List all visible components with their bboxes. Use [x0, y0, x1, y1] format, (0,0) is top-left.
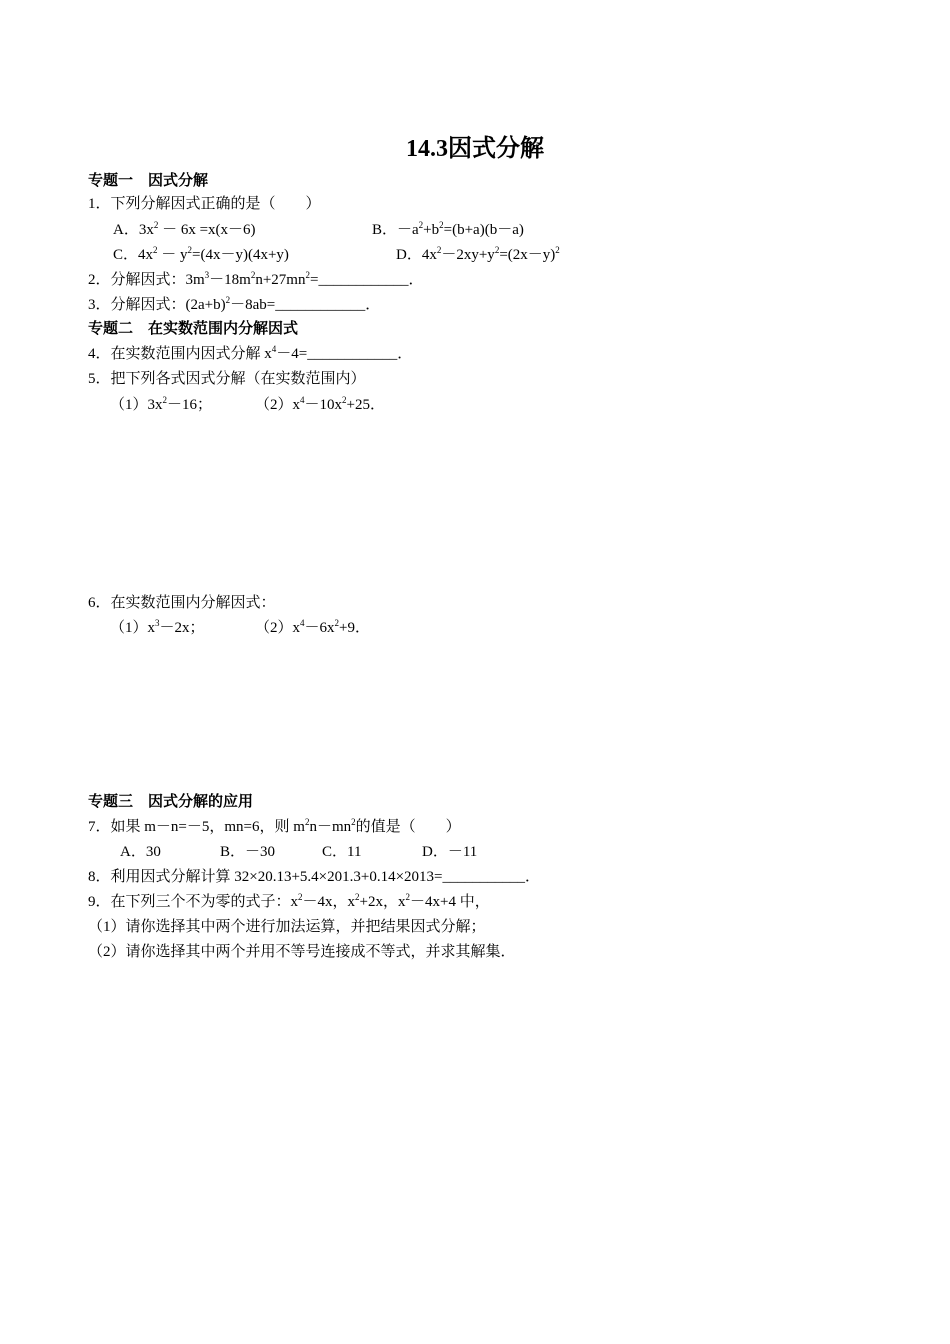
q8: 8．利用因式分解计算 32×20.13+5.4×201.3+0.14×2013=___________． — [88, 869, 541, 885]
q9-sub2: （2）请你选择其中两个并用不等号连接成不等式，并求其解集． — [88, 944, 516, 960]
topic2-heading: 专题二 在实数范围内分解因式 — [88, 321, 299, 337]
q1-option-c: C．$4x^2 - y^2=(4x-y)(4x+y)$ — [113, 245, 289, 263]
q6-part2: $(2)x^4-6x^2+9$． — [255, 618, 370, 636]
q7-option-d: D．－11 — [422, 844, 478, 860]
q6-part1: $(1)x^3-2x$； — [110, 618, 205, 636]
q5-part2: $(2)x^4-10x^2+25$． — [255, 395, 385, 413]
q9-stem: 9．在下列三个不为零的式子：$x^2-4x$，$x^2+2x$，$x^2-4x+4$ 中， — [88, 892, 490, 910]
q5-part1: $(1)3x^2-16$； — [110, 395, 213, 413]
topic3-heading: 专题三 因式分解的应用 — [88, 794, 254, 810]
page-title: 14.3因式分解 — [406, 136, 544, 162]
q3: 3．分解因式：$(2a+b)^2-8ab=\_\_\_\_\_\_\_\_\_\_\_\_$． — [88, 295, 381, 313]
q7-option-b: B．－30 — [220, 844, 276, 860]
q4: 4．在实数范围内因式分解 $x^4-4=\_\_\_\_\_\_\_\_\_\_\_\_$． — [88, 344, 413, 362]
topic1-heading: 专题一 因式分解 — [88, 173, 209, 189]
q5-stem: 5．把下列各式因式分解（在实数范围内） — [88, 371, 366, 387]
q1-option-d: D．$4x^2-2xy+y^2=(2x-y)^2$ — [396, 245, 560, 263]
q6-stem: 6．在实数范围内分解因式： — [88, 595, 276, 611]
q7-stem: 7．如果 m－n=－5，mn=6，则 $m^2n-mn^2$的值是（ ） — [88, 817, 461, 835]
q9-sub1: （1）请你选择其中两个进行加法运算，并把结果因式分解； — [88, 919, 486, 935]
q1-stem: 1．下列分解因式正确的是（ ） — [88, 196, 321, 212]
q7-option-a: A．30 — [120, 844, 161, 860]
q2: 2．分解因式：$3m^3-18m^2n+27mn^2=\_\_\_\_\_\_\_\_\_\_\_\_$． — [88, 270, 424, 288]
q1-option-a: A．$3x^2 - 6x =x(x-6)$ — [113, 220, 256, 238]
q7-option-c: C．11 — [322, 844, 362, 860]
q1-option-b: B．$-a^2+b^2=(b+a)(b-a)$ — [372, 220, 524, 238]
